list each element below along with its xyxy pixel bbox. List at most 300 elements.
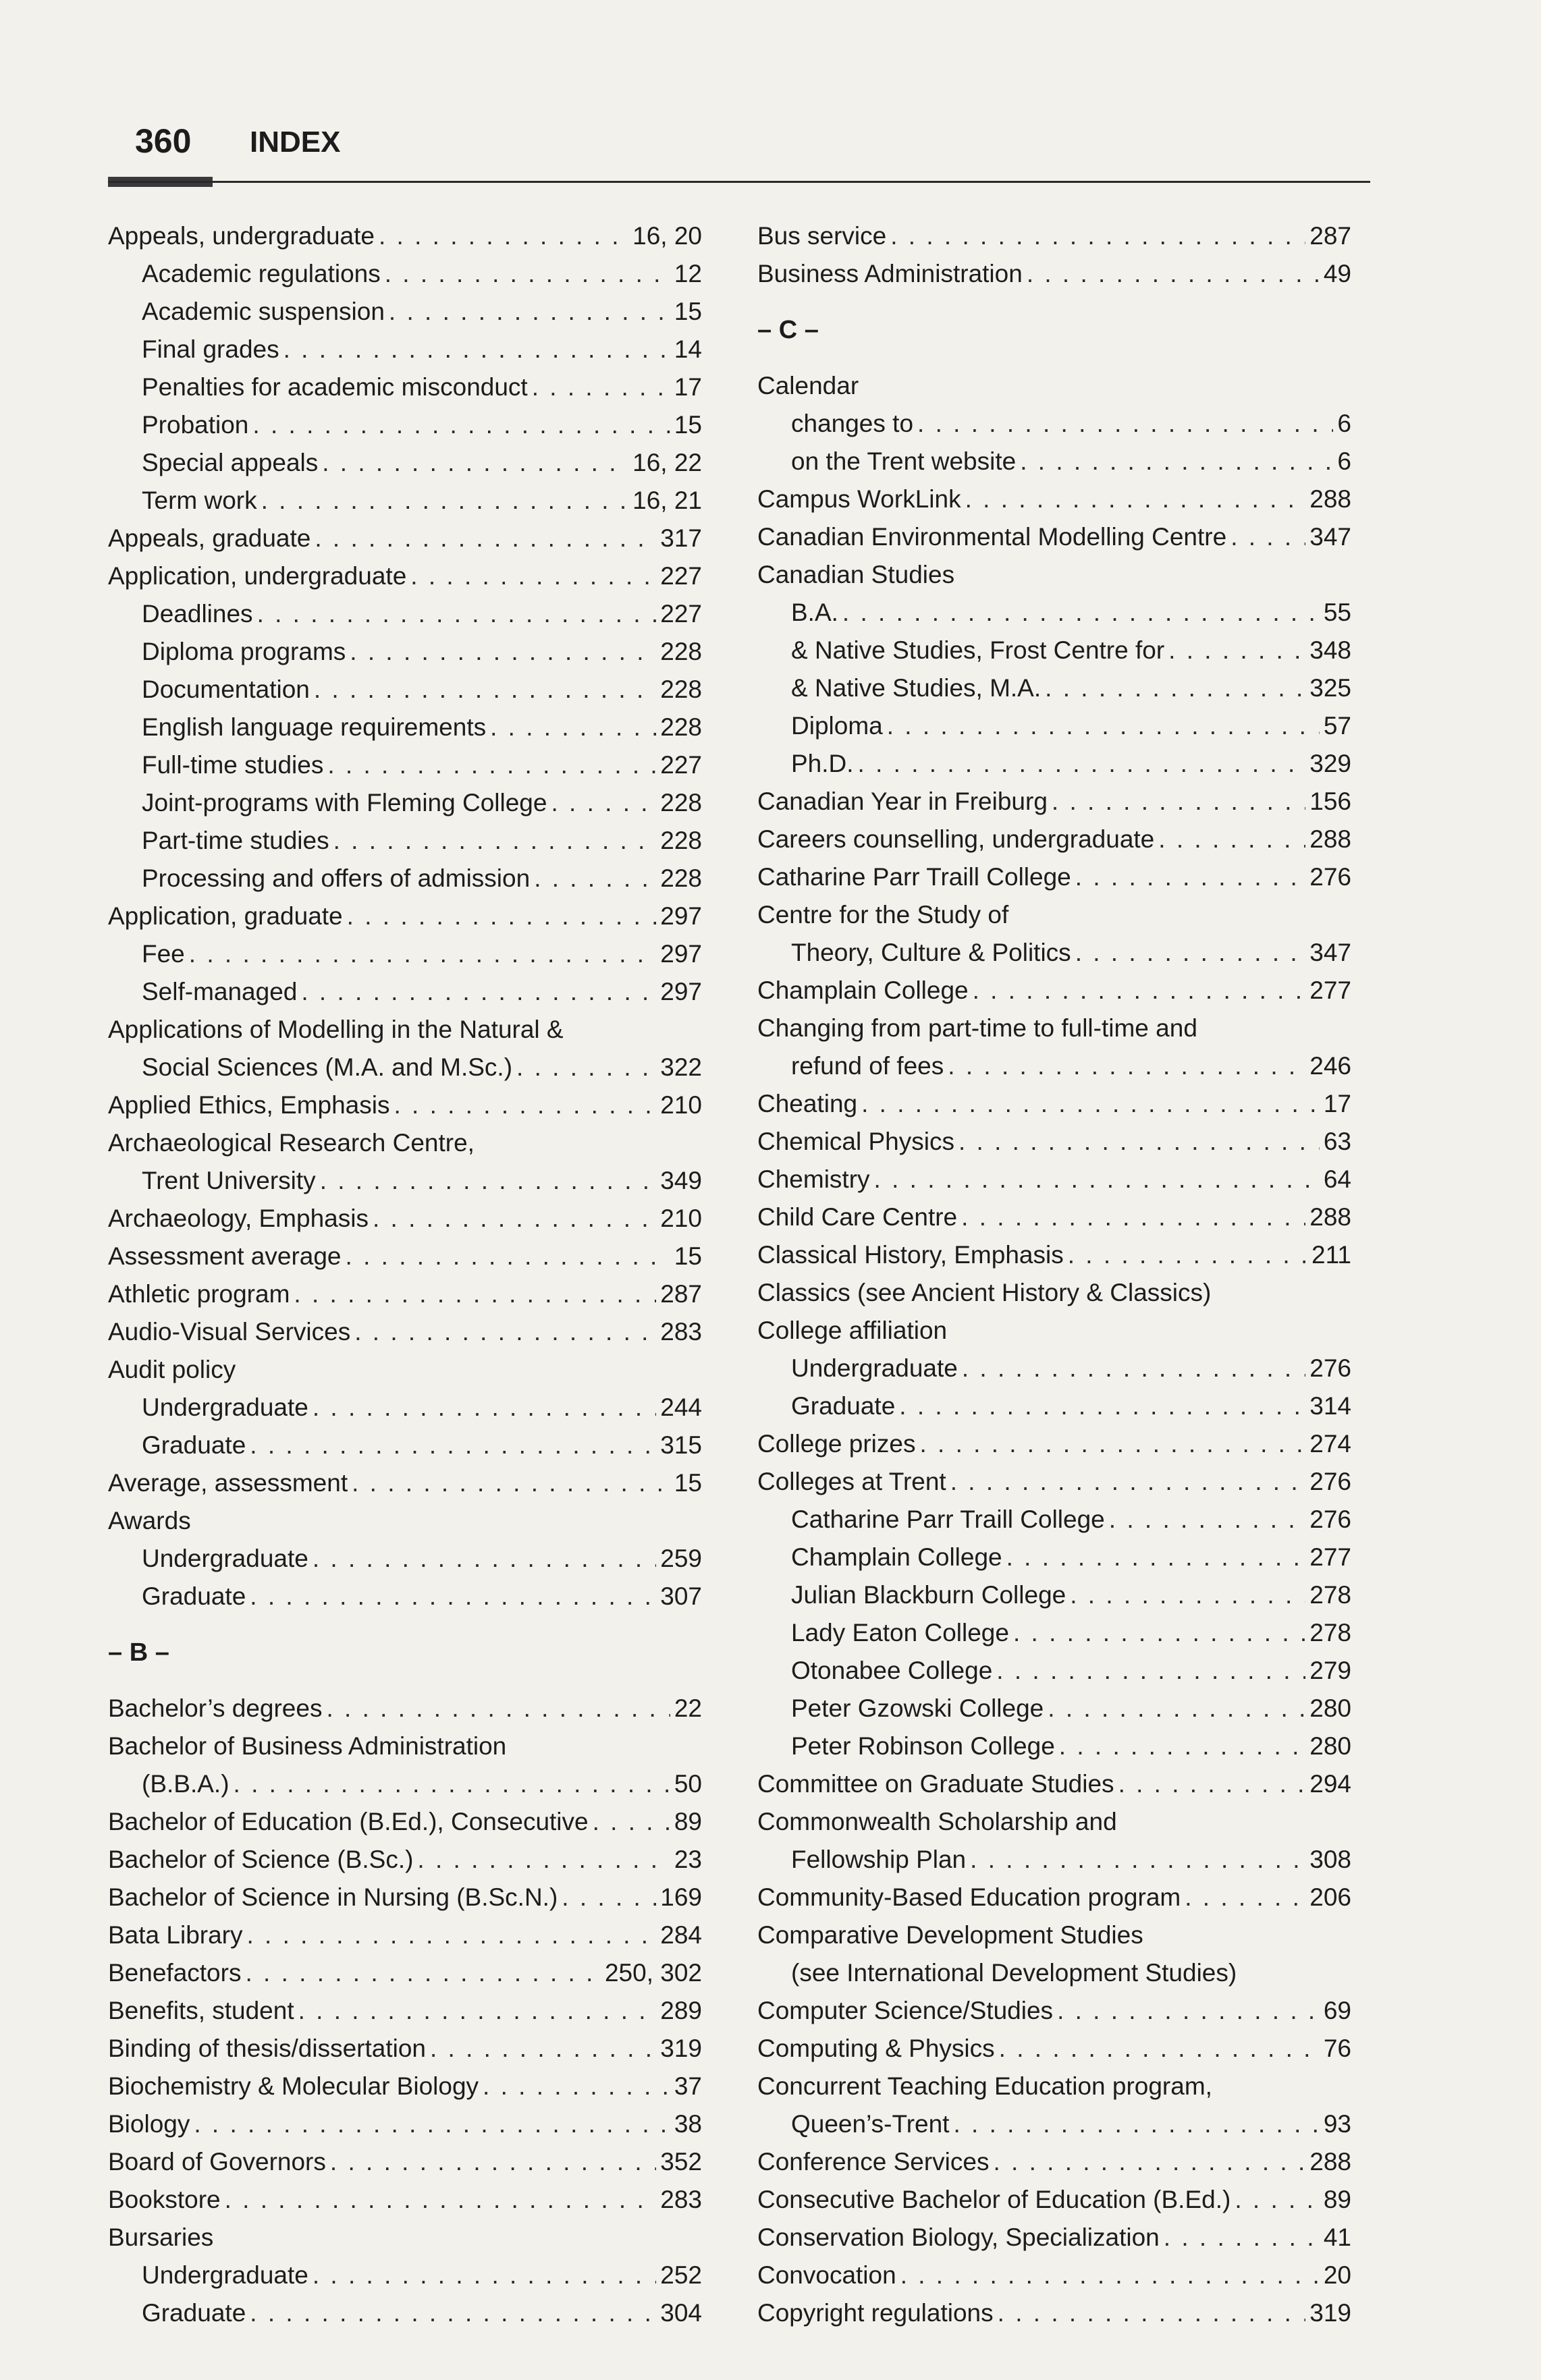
index-subentry (757, 594, 1351, 632)
entry-term: Probation (142, 411, 249, 439)
dot-leader (1020, 443, 1333, 480)
dot-leader (298, 1992, 657, 2030)
entry-page-ref: 347 (1309, 523, 1351, 551)
entry-page-ref: 322 (660, 1053, 702, 1081)
index-subentry (108, 1540, 702, 1578)
dot-leader (953, 2105, 1319, 2143)
dot-leader (350, 633, 656, 671)
entry-term: Bachelor of Science (B.Sc.) (108, 1846, 414, 1873)
index-entry (108, 1803, 702, 1841)
dot-leader (245, 1954, 601, 1992)
dot-leader (313, 1540, 656, 1578)
entry-page-ref: 319 (1309, 2299, 1351, 2327)
index-subentry (108, 368, 702, 406)
index-subentry (757, 1652, 1351, 1690)
entry-term: Business Administration (757, 260, 1023, 287)
entry-term: Appeals, undergraduate (108, 222, 375, 250)
entry-page-ref: 276 (1309, 1354, 1351, 1382)
dot-leader (1118, 1765, 1306, 1803)
entry-term: Lady Eaton College (791, 1619, 1009, 1646)
index-entry (108, 1502, 702, 1540)
entry-term: Athletic program (108, 1280, 290, 1308)
index-entry (108, 1313, 702, 1351)
entry-page-ref: 277 (1309, 1543, 1351, 1571)
dot-leader (313, 2257, 656, 2294)
index-entry (108, 897, 702, 935)
entry-term: College prizes (757, 1430, 916, 1458)
entry-page-ref: 16, 21 (632, 487, 702, 514)
dot-leader (252, 406, 670, 444)
dot-leader (483, 2068, 670, 2105)
index-entry (757, 2068, 1351, 2105)
index-subentry (757, 1501, 1351, 1539)
entry-page-ref: 307 (660, 1582, 702, 1610)
entry-term: Bus service (757, 222, 887, 250)
index-entry (757, 1841, 1351, 1879)
entry-page-ref: 288 (1309, 825, 1351, 853)
entry-page-ref: 244 (660, 1393, 702, 1421)
dot-leader (247, 1916, 657, 1954)
entry-term: Changing from part-time to full-time and (757, 1014, 1197, 1042)
entry-term: Term work (142, 487, 257, 514)
entry-term: Community-Based Education program (757, 1883, 1181, 1911)
index-entry (757, 2030, 1351, 2068)
entry-term: Bata Library (108, 1921, 243, 1949)
index-column-left (108, 217, 702, 2332)
entry-term: (B.B.A.) (142, 1770, 229, 1798)
entry-term: Classical History, Emphasis (757, 1241, 1064, 1269)
dot-leader (1075, 858, 1306, 896)
index-subentry (757, 1539, 1351, 1576)
index-subentry (108, 331, 702, 368)
entry-page-ref: 22 (674, 1694, 702, 1722)
entry-term: Appeals, graduate (108, 524, 311, 552)
entry-term: Full-time studies (142, 751, 324, 779)
entry-page-ref: 288 (1309, 485, 1351, 513)
index-entry (757, 1312, 1351, 1350)
entry-term: Diploma programs (142, 638, 346, 665)
entry-term: Graduate (142, 1431, 246, 1459)
index-entry (108, 2143, 702, 2181)
index-entry (757, 1236, 1351, 1274)
entry-term: (see International Development Studies) (791, 1959, 1237, 1987)
entry-page-ref: 280 (1309, 1732, 1351, 1760)
dot-leader (315, 520, 656, 557)
dot-leader (327, 746, 656, 784)
entry-page-ref: 348 (1309, 636, 1351, 664)
entry-term: Undergraduate (142, 2261, 308, 2289)
entry-page-ref: 349 (660, 1167, 702, 1194)
dot-leader (385, 255, 670, 293)
index-entry (108, 1238, 702, 1275)
dot-leader (965, 480, 1306, 518)
index-subentry (108, 482, 702, 520)
entry-term: Board of Governors (108, 2148, 326, 2176)
dot-leader (516, 1049, 656, 1086)
entry-term: Champlain College (757, 976, 969, 1004)
entry-term: Self-managed (142, 978, 298, 1005)
entry-term: Joint-programs with Fleming College (142, 789, 547, 817)
entry-page-ref: 276 (1309, 1468, 1351, 1495)
index-entry (108, 1086, 702, 1124)
entry-term: refund of fees (791, 1052, 944, 1080)
dot-leader (899, 1387, 1305, 1425)
entry-term: Fellowship Plan (791, 1846, 967, 1873)
entry-page-ref: 17 (674, 373, 702, 401)
entry-page-ref: 304 (660, 2299, 702, 2327)
entry-term: Audio-Visual Services (108, 1318, 351, 1346)
dot-leader (417, 1841, 670, 1879)
index-entry (757, 2143, 1351, 2181)
entry-term: Catharine Parr Traill College (791, 1505, 1105, 1533)
dot-leader (490, 709, 656, 746)
entry-page-ref: 211 (1312, 1241, 1351, 1269)
index-entry (757, 1198, 1351, 1236)
index-entry (757, 2257, 1351, 2294)
entry-term: Archaeology, Emphasis (108, 1205, 369, 1232)
entry-page-ref: 63 (1323, 1128, 1351, 1155)
entry-page-ref: 15 (674, 1469, 702, 1497)
index-subentry (108, 860, 702, 897)
entry-page-ref: 287 (1309, 222, 1351, 250)
dot-leader (1158, 821, 1305, 858)
index-entry (108, 1954, 702, 1992)
entry-page-ref: 227 (660, 600, 702, 628)
entry-term: Ph.D. (791, 750, 854, 777)
entry-term: Benefactors (108, 1959, 242, 1987)
index-subentry (757, 1727, 1351, 1765)
dot-leader (389, 293, 670, 331)
entry-page-ref: 297 (660, 940, 702, 968)
index-entry (108, 1916, 702, 1954)
entry-term: & Native Studies, Frost Centre for (791, 636, 1165, 664)
index-entry (757, 1085, 1351, 1123)
entry-page-ref: 228 (660, 827, 702, 854)
entry-page-ref: 274 (1309, 1430, 1351, 1458)
index-entry (108, 217, 702, 255)
dot-leader (1070, 1576, 1305, 1614)
dot-leader (948, 1047, 1305, 1085)
entry-term: B.A. (791, 599, 838, 626)
dot-leader (379, 217, 628, 255)
dot-leader (225, 2181, 657, 2219)
index-entry (757, 1463, 1351, 1501)
dot-leader (1185, 1879, 1305, 1916)
index-entry (757, 934, 1351, 972)
entry-term: Fee (142, 940, 185, 968)
entry-page-ref: 49 (1323, 260, 1351, 287)
entry-page-ref: 210 (660, 1205, 702, 1232)
index-entry (757, 1879, 1351, 1916)
entry-page-ref: 15 (674, 411, 702, 439)
index-entry (757, 858, 1351, 896)
dot-leader (973, 972, 1306, 1009)
entry-term: Benefits, student (108, 1997, 294, 2024)
entry-page-ref: 280 (1309, 1694, 1351, 1722)
entry-page-ref: 276 (1309, 1505, 1351, 1533)
entry-term: Colleges at Trent (757, 1468, 946, 1495)
entry-term: Biology (108, 2110, 190, 2138)
entry-term: Audit policy (108, 1356, 236, 1383)
entry-term: Concurrent Teaching Education program, (757, 2072, 1212, 2100)
entry-page-ref: 15 (674, 1242, 702, 1270)
index-subentry (757, 632, 1351, 669)
index-subentry (108, 595, 702, 633)
dot-leader (917, 405, 1333, 443)
index-subentry (757, 443, 1351, 480)
entry-term: Canadian Environmental Modelling Centre (757, 523, 1227, 551)
index-entry (757, 480, 1351, 518)
index-entry (108, 1124, 702, 1162)
dot-leader (551, 784, 656, 822)
entry-term: Theory, Culture & Politics (791, 939, 1071, 966)
dot-leader (900, 2257, 1320, 2294)
dot-leader (1059, 1727, 1305, 1765)
dot-leader (314, 671, 656, 709)
entry-term: Computing & Physics (757, 2035, 995, 2062)
entry-term: Special appeals (142, 449, 319, 476)
index-subentry (757, 745, 1351, 783)
index-subentry (108, 973, 702, 1011)
index-entry (757, 896, 1351, 934)
entry-term: Applied Ethics, Emphasis (108, 1091, 390, 1119)
dot-leader (1045, 669, 1305, 707)
dot-leader (1052, 783, 1305, 821)
dot-leader (320, 1162, 657, 1200)
dot-leader (970, 1841, 1305, 1879)
entry-term: Campus WorkLink (757, 485, 961, 513)
entry-page-ref: 89 (674, 1808, 702, 1835)
entry-term: Peter Gzowski College (791, 1694, 1044, 1722)
entry-term: Canadian Year in Freiburg (757, 787, 1048, 815)
dot-leader (347, 897, 657, 935)
entry-page-ref: 169 (660, 1883, 702, 1911)
entry-term: Binding of thesis/dissertation (108, 2035, 426, 2062)
dot-leader (993, 2143, 1305, 2181)
entry-term: Child Care Centre (757, 1203, 958, 1231)
entry-page-ref: 250, 302 (604, 1959, 702, 1987)
section-letter-heading: – C – (757, 316, 819, 344)
entry-page-ref: 288 (1309, 1203, 1351, 1231)
dot-leader (950, 1463, 1306, 1501)
dot-leader (1164, 2219, 1320, 2257)
index-subentry (108, 671, 702, 709)
index-subentry (108, 935, 702, 973)
index-subentry (108, 709, 702, 746)
index-entry (757, 2181, 1351, 2219)
index-entry (757, 972, 1351, 1009)
entry-term: Penalties for academic misconduct (142, 373, 528, 401)
entry-page-ref: 37 (674, 2072, 702, 2100)
entry-page-ref: 276 (1309, 863, 1351, 891)
entry-page-ref: 93 (1323, 2110, 1351, 2138)
entry-term: Graduate (142, 2299, 246, 2327)
entry-page-ref: 50 (674, 1770, 702, 1798)
entry-page-ref: 55 (1323, 599, 1351, 626)
index-subentry (108, 633, 702, 671)
dot-leader (346, 1238, 670, 1275)
entry-page-ref: 297 (660, 902, 702, 930)
entry-term: Chemistry (757, 1165, 870, 1193)
entry-page-ref: 278 (1309, 1619, 1351, 1646)
index-entry (757, 783, 1351, 821)
index-subentry (108, 1427, 702, 1464)
index-subentry (757, 707, 1351, 745)
entry-term: Champlain College (791, 1543, 1002, 1571)
dot-leader (313, 1389, 656, 1427)
index-entry (757, 1123, 1351, 1161)
entry-page-ref: 76 (1323, 2035, 1351, 2062)
entry-term: Computer Science/Studies (757, 1997, 1054, 2024)
index-entry (108, 1464, 702, 1502)
index-entry (757, 821, 1351, 858)
entry-term: Social Sciences (M.A. and M.Sc.) (142, 1053, 513, 1081)
index-entry (108, 1275, 702, 1313)
dot-leader (322, 444, 628, 482)
entry-term: Otonabee College (791, 1657, 993, 1684)
header-rule (108, 181, 1370, 183)
entry-term: Graduate (791, 1392, 896, 1420)
index-subentry (757, 1690, 1351, 1727)
index-entry (757, 1803, 1351, 1841)
entry-term: Conservation Biology, Specialization (757, 2223, 1160, 2251)
dot-leader (1057, 1992, 1320, 2030)
dot-leader (532, 368, 670, 406)
index-subentry (108, 784, 702, 822)
entry-page-ref: 297 (660, 978, 702, 1005)
entry-page-ref: 6 (1337, 410, 1351, 437)
entry-term: Undergraduate (142, 1545, 308, 1572)
entry-page-ref: 210 (660, 1091, 702, 1119)
entry-term: Academic suspension (142, 298, 385, 325)
entry-term: Convocation (757, 2261, 896, 2289)
entry-page-ref: 15 (674, 298, 702, 325)
entry-page-ref: 279 (1309, 1657, 1351, 1684)
dot-leader (250, 1578, 656, 1615)
entry-term: Committee on Graduate Studies (757, 1770, 1114, 1798)
entry-term: Assessment average (108, 1242, 342, 1270)
index-entry (757, 1047, 1351, 1085)
running-head-title: INDEX (250, 126, 341, 159)
dot-leader (1075, 934, 1306, 972)
entry-page-ref: 16, 20 (632, 222, 702, 250)
dot-leader (326, 1690, 670, 1727)
index-entry (757, 255, 1351, 293)
entry-page-ref: 288 (1309, 2148, 1351, 2176)
entry-term: Final grades (142, 335, 279, 363)
index-entry (757, 556, 1351, 594)
dot-leader (998, 2294, 1306, 2332)
entry-page-ref: 227 (660, 562, 702, 590)
index-entry (108, 1162, 702, 1200)
dot-leader (1027, 255, 1320, 293)
entry-page-ref: 228 (660, 675, 702, 703)
index-entry (108, 520, 702, 557)
entry-page-ref: 227 (660, 751, 702, 779)
index-subentry (108, 2257, 702, 2294)
entry-term: Cheating (757, 1090, 858, 1117)
index-entry (108, 1992, 702, 2030)
index-entry (757, 1954, 1351, 1992)
dot-leader (410, 557, 656, 595)
index-entry (757, 2219, 1351, 2257)
index-column-right (757, 217, 1351, 2332)
index-entry (757, 2294, 1351, 2332)
index-entry (108, 1351, 702, 1389)
dot-leader (1006, 1539, 1306, 1576)
dot-leader (593, 1803, 670, 1841)
entry-term: Consecutive Bachelor of Education (B.Ed.) (757, 2186, 1231, 2213)
dot-leader (890, 217, 1305, 255)
dot-leader (189, 935, 657, 973)
index-entry (757, 2105, 1351, 2143)
dot-leader (352, 1464, 670, 1502)
entry-page-ref: 315 (660, 1431, 702, 1459)
entry-term: Bachelor of Education (B.Ed.), Consecutive (108, 1808, 589, 1835)
entry-page-ref: 228 (660, 713, 702, 741)
index-entry (108, 2181, 702, 2219)
entry-page-ref: 283 (660, 1318, 702, 1346)
entry-term: Comparative Development Studies (757, 1921, 1143, 1949)
index-entry (108, 1690, 702, 1727)
index-entry (757, 217, 1351, 255)
index-entry (108, 1727, 702, 1765)
entry-page-ref: 347 (1309, 939, 1351, 966)
entry-page-ref: 23 (674, 1846, 702, 1873)
dot-leader (330, 2143, 656, 2181)
entry-page-ref: 12 (674, 260, 702, 287)
entry-term: Undergraduate (142, 1393, 308, 1421)
entry-page-ref: 352 (660, 2148, 702, 2176)
index-subentry (108, 2294, 702, 2332)
entry-term: Undergraduate (791, 1354, 958, 1382)
index-entry (108, 2030, 702, 2068)
dot-leader (999, 2030, 1320, 2068)
index-subentry (108, 746, 702, 784)
index-entry (757, 1916, 1351, 1954)
entry-term: Classics (see Ancient History & Classics) (757, 1279, 1212, 1306)
dot-leader (394, 1086, 656, 1124)
index-subentry (108, 822, 702, 860)
entry-term: Canadian Studies (757, 561, 955, 588)
page-header (0, 0, 1541, 202)
index-subentry (108, 1578, 702, 1615)
entry-term: Calendar (757, 372, 859, 399)
dot-leader (301, 973, 656, 1011)
entry-term: Bookstore (108, 2186, 221, 2213)
entry-page-ref: 317 (660, 524, 702, 552)
entry-term: Deadlines (142, 600, 253, 628)
dot-leader (861, 1085, 1320, 1123)
index-subentry (757, 1576, 1351, 1614)
index-entry (108, 557, 702, 595)
dot-leader (962, 1350, 1305, 1387)
entry-term: Centre for the Study of (757, 901, 1009, 929)
entry-page-ref: 89 (1323, 2186, 1351, 2213)
entry-page-ref: 319 (660, 2035, 702, 2062)
dot-leader (354, 1313, 656, 1351)
entry-term: Part-time studies (142, 827, 329, 854)
index-subentry (757, 1350, 1351, 1387)
dot-leader (261, 482, 629, 520)
dot-leader (250, 1427, 656, 1464)
entry-term: Application, graduate (108, 902, 343, 930)
dot-leader (1013, 1614, 1305, 1652)
entry-term: & Native Studies, M.A. (791, 674, 1042, 702)
entry-term: Biochemistry & Molecular Biology (108, 2072, 479, 2100)
entry-term: Bursaries (108, 2223, 214, 2251)
dot-leader (1068, 1236, 1307, 1274)
